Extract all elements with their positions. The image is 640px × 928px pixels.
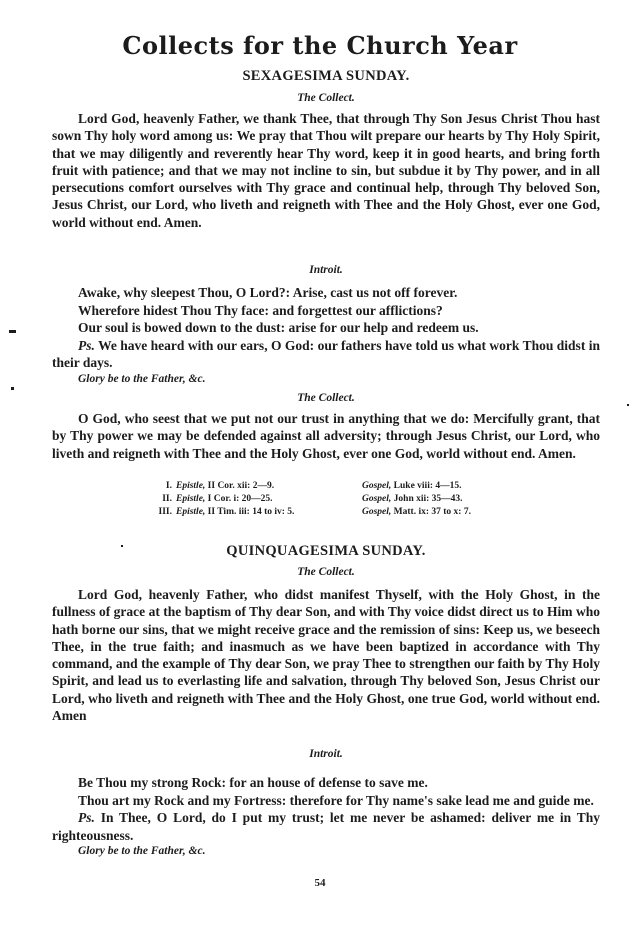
gospel-label: Gospel, bbox=[362, 481, 392, 491]
introit-verse: Be Thou my strong Rock: for an house of defense to save me. bbox=[78, 775, 428, 790]
quinquagesima-collect-label: The Collect. bbox=[297, 566, 355, 578]
lesson-row bbox=[150, 480, 530, 493]
gospel-ref: John xii: 35—43. bbox=[393, 494, 463, 504]
psalm-text: In Thee, O Lord, do I put my trust; let me never be ashamed: deliver me in Thy righteousness. bbox=[52, 810, 600, 843]
gloria: Glory be to the Father, &c. bbox=[78, 372, 206, 385]
psalm-label: Ps. bbox=[78, 810, 95, 826]
introit-psalm bbox=[52, 337, 600, 372]
introit-verse: Thou art my Rock and my Fortress: therefore for Thy name's sake lead me and guide me. bbox=[78, 792, 594, 808]
quinquagesima-introit bbox=[52, 774, 600, 859]
sexagesima-introit bbox=[52, 284, 600, 387]
sexagesima-heading: SEXAGESIMA SUNDAY. bbox=[242, 68, 410, 84]
print-speck bbox=[9, 330, 16, 333]
introit-verse: Our soul is bowed down to the dust: arise for our help and redeem us. bbox=[78, 320, 479, 336]
print-speck bbox=[627, 404, 629, 406]
introit-psalm bbox=[52, 809, 600, 844]
quinquagesima-heading: QUINQUAGESIMA SUNDAY. bbox=[226, 543, 426, 559]
page-number: 54 bbox=[314, 877, 326, 889]
gospel-label: Gospel, bbox=[362, 507, 392, 517]
psalm-label: Ps. bbox=[78, 337, 95, 353]
epistle-ref: I Cor. i: 20—25. bbox=[207, 494, 273, 504]
sexagesima-collect2-text: O God, who seest that we put not our trust in anything that we do: Mercifully grant, that by Thy power we may be defended against all adversity; through Jesus Christ, our Lord, who liveth and reigneth with Thee and the Holy Ghost, ever one God, world without end. Amen. bbox=[52, 411, 600, 461]
epistle-ref: II Tim. iii: 14 to iv: 5. bbox=[207, 507, 295, 517]
lessons-table bbox=[150, 480, 530, 519]
quinquagesima-collect-text: Lord God, heavenly Father, who didst manifest Thyself, with the Holy Ghost, in the fullness of grace at the baptism of Thy dear Son, and with Thy voice didst direct us to Him who hath borne our sins, that we might receive grace and the remission of sins: Keep us, we beseech Thee, in the true faith; and inasmuch as we have been baptized in accordance with Thy command, and the example of Thy dear Son, we pray Thee to strengthen our faith by Thy Holy Spirit, and lead us to everlasting life and salvation, through Thy beloved Son, Jesus Christ our Lord, who liveth and reigneth with Thee and the Holy Ghost, one true God, world without end. Amen bbox=[52, 587, 600, 724]
print-speck bbox=[11, 387, 14, 390]
sexagesima-introit-label: Introit. bbox=[309, 264, 343, 276]
lesson-number: III. bbox=[158, 507, 172, 517]
gospel-ref: Luke viii: 4—15. bbox=[393, 481, 462, 491]
lesson-row bbox=[150, 493, 530, 506]
psalm-text: We have heard with our ears, O God: our fathers have told us what work Thou didst in their days. bbox=[52, 337, 600, 371]
lesson-row bbox=[150, 506, 530, 519]
quinquagesima-introit-label: Introit. bbox=[309, 748, 343, 760]
gospel-ref: Matt. ix: 37 to x: 7. bbox=[393, 507, 471, 517]
sexagesima-collect2-label: The Collect. bbox=[297, 392, 355, 404]
introit-verse: Wherefore hidest Thou Thy face: and forgettest our afflictions? bbox=[78, 302, 443, 318]
sexagesima-collect-text: Lord God, heavenly Father, we thank Thee, that through Thy Son Jesus Christ Thou hast sown Thy holy word among us: We pray that Thou wilt prepare our hearts by Thy Holy Spirit, that we may diligently and reverently hear Thy word, keep it in good hearts, and bring forth fruit with patience; and that we may not incline to sin, but subdue it by Thy power, and in all persecutions comfort ourselves with Thy grace and continual help, through Thy beloved Son, Jesus Christ, our Lord, who liveth and reigneth with Thee and the Holy Ghost, ever one God, world without end. Amen. bbox=[52, 111, 600, 230]
print-speck bbox=[121, 545, 123, 547]
gospel-label: Gospel, bbox=[362, 494, 392, 504]
sexagesima-collect-label: The Collect. bbox=[297, 92, 355, 104]
lesson-number: I. bbox=[165, 481, 172, 491]
epistle-ref: II Cor. xii: 2—9. bbox=[207, 481, 275, 491]
epistle-label: Epistle, bbox=[176, 481, 206, 491]
lesson-number: II. bbox=[162, 494, 172, 504]
epistle-label: Epistle, bbox=[176, 494, 206, 504]
epistle-label: Epistle, bbox=[176, 507, 206, 517]
introit-verse: Awake, why sleepest Thou, O Lord?: Arise, cast us not off forever. bbox=[78, 285, 458, 300]
page-title: Collects for the Church Year bbox=[122, 31, 518, 60]
gloria: Glory be to the Father, &c. bbox=[78, 845, 206, 858]
